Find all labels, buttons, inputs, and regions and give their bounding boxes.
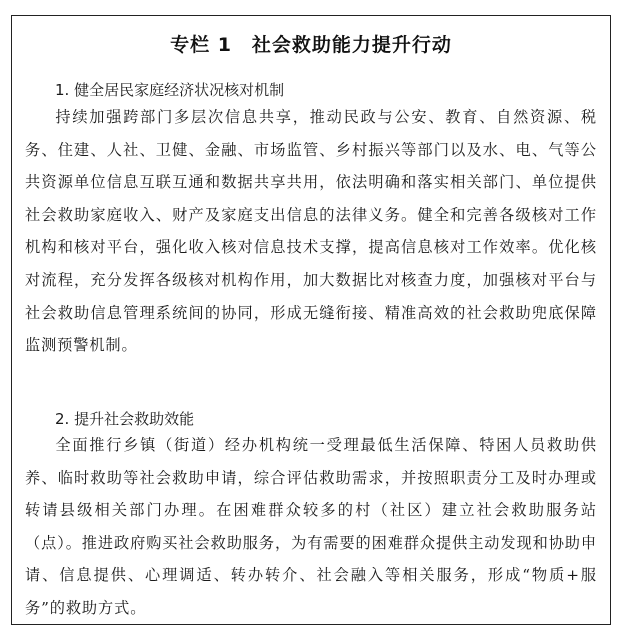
section-2-heading: 2. 提升社会救助效能 <box>55 410 195 428</box>
section-1-heading: 1. 健全居民家庭经济状况核对机制 <box>55 81 285 99</box>
column-title: 专栏 1 社会救助能力提升行动 <box>170 34 452 56</box>
section-2-body: 全面推行乡镇（街道）经办机构统一受理最低生活保障、特困人员救助供养、临时救助等社会救助申请，综合评估救助需求，并按照职责分工及时办理或转请县级相关部门办理。在困难群众较多的村（社区）建立社会救助服务站（点）。推进政府购买社会救助服务，为有需要的困难群众提供主动发现和协助申请、信息提供、心理调适、转办转介、社会融入等相关服务，形成“物质+服务”的救助方式。 <box>25 436 597 617</box>
section-1-body: 持续加强跨部门多层次信息共享，推动民政与公安、教育、自然资源、税务、住建、人社、卫健、金融、市场监管、乡村振兴等部门以及水、电、气等公共资源单位信息互联互通和数据共享共用，依法明确和落实相关部门、单位提供社会救助家庭收入、财产及家庭支出信息的法律义务。健全和完善各级核对工作机构和核对平台，强化收入核对信息技术支撑，提高信息核对工作效率。优化核对流程，充分发挥各级核对机构作用，加大数据比对核查力度，加强核对平台与社会救助信息管理系统间的协同，形成无缝衔接、精准高效的社会救助兜底保障监测预警机制。 <box>25 108 597 355</box>
column-box <box>11 15 611 625</box>
